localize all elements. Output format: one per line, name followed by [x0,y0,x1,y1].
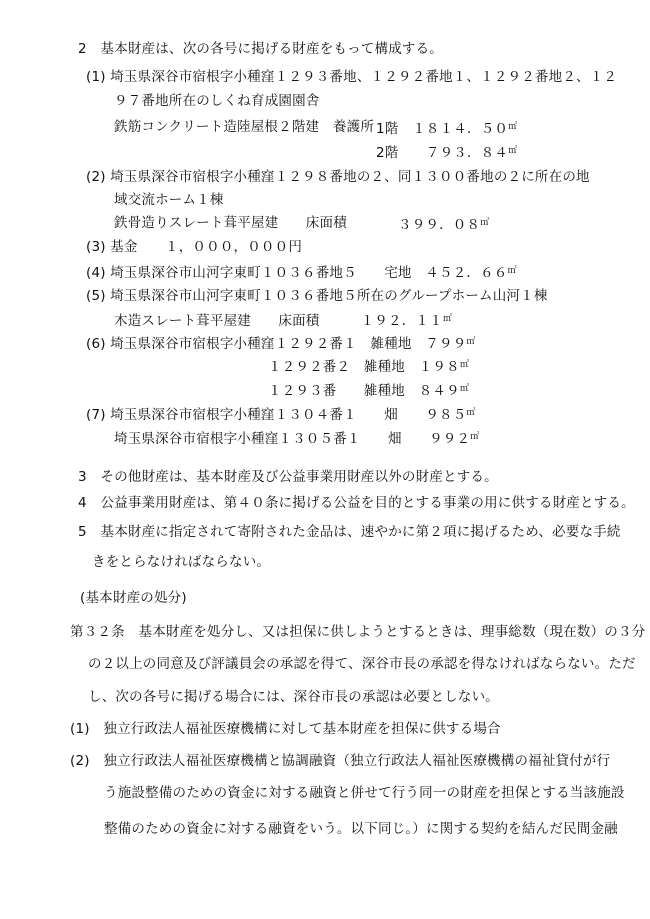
unit-sqm: ㎡ [442,314,453,324]
item-7-text-1: (7) 埼玉県深谷市宿根字小種窪１３０４番１ 畑 ９８５ [86,407,467,423]
unit-sqm: ㎡ [466,408,476,418]
item-2-line-2: 域交流ホーム１棟 [114,192,224,208]
item-1-area-1f [376,118,517,138]
item-1-area-2f [376,142,517,162]
item-4 [86,262,517,282]
area-1f-value: 1階 １８１４．５０ [376,121,509,137]
item-6-text-2: １２９２番２ 雑種地 １９８ [268,359,460,375]
item-2-line-1: (2) 埼玉県深谷市宿根字小種窪１２９８番地の２、同１３００番地の２に所在の地 [86,169,590,185]
item-2-structure: 鉄骨造りスレート葺平屋建 床面積 [114,215,347,231]
item-3: (3) 基金 １，０００，０００円 [86,239,303,255]
para-4: 4 公益事業用財産は、第４０条に掲げる公益を目的とする事業の用に供する財産とする。 [78,495,635,511]
item-1-line-1: (1) 埼玉県深谷市宿根字小種窪１２９３番地、１２９２番地１、１２９２番地２、１２ [86,69,618,85]
article-32-item-1: (1) 独立行政法人福祉医療機構に対して基本財産を担保に供する場合 [70,721,501,737]
section-heading: (基本財産の処分) [80,590,187,606]
item-5-line-2 [114,310,452,330]
unit-sqm: ㎡ [459,384,470,394]
item-2-area-value: ３９９．０８ [398,217,481,233]
item-5-text: 木造スレート葺平屋建 床面積 １９２．１１ [114,313,443,329]
para-5-line-2: きをとらなければならない。 [92,554,271,570]
item-1-line-3 [114,118,374,136]
article-32-line-3: し、次の各号に掲げる場合には、深谷市長の承認は必要としない。 [88,689,499,705]
item-2-area [398,214,489,234]
para-2: 2 基本財産は、次の各号に掲げる財産をもって構成する。 [78,41,443,57]
item-7-line-2 [114,428,479,448]
item-1-line-2: ９７番地所在のしくね育成園園舎 [114,93,320,109]
item-1-structure: 鉄筋コンクリート造陸屋根２階建 養護所 [114,119,375,135]
area-2f-value: 2階 ７９３．８４ [376,145,509,161]
item-7-line-1 [86,404,476,424]
unit-sqm: ㎡ [508,146,518,156]
item-7-text-2: 埼玉県深谷市宿根字小種窪１３０５番１ 畑 ９９２ [114,431,471,447]
unit-sqm: ㎡ [470,432,480,442]
item-4-text: (4) 埼玉県深谷市山河字東町１０３６番地５ 宅地 ４５２．６６ [86,265,508,281]
para-3: 3 その他財産は、基本財産及び公益事業用財産以外の財産とする。 [78,469,498,485]
unit-sqm: ㎡ [480,218,490,228]
item-6-text-3: １２９３番 雑種地 ８４９ [268,383,460,399]
item-5-line-1: (5) 埼玉県深谷市山河字東町１０３６番地５所在のグループホーム山河１棟 [86,288,548,304]
article-32-item-2-line-3: 整備のための資金に対する融資をいう。以下同じ。）に関する契約を結んだ民間金融 [104,821,618,837]
unit-sqm: ㎡ [508,122,518,132]
article-32-line-2: の２以上の同意及び評議員会の承認を得て、深谷市長の承認を得なければならない。ただ [88,656,636,672]
unit-sqm: ㎡ [459,360,470,370]
unit-sqm: ㎡ [507,266,517,276]
unit-sqm: ㎡ [466,337,476,347]
item-6-line-1 [86,333,476,353]
item-6-line-3 [268,380,469,400]
article-32-line-1: 第３２条 基本財産を処分し、又は担保に供しようとするときは、理事総数（現在数）の３分 [70,624,646,640]
para-5-line-1: 5 基本財産に指定されて寄附された金品は、速やかに第２項に掲げるため、必要な手続 [78,524,621,540]
article-32-item-2-line-2: う施設整備のための資金に対する融資と併せて行う同一の財産を担保とする当該施設 [104,785,625,801]
item-6-text-1: (6) 埼玉県深谷市宿根字小種窪１２９２番１ 雑種地 ７９９ [86,336,467,352]
article-32-item-2-line-1: (2) 独立行政法人福祉医療機構と協調融資（独立行政法人福祉医療機構の福祉貸付が行 [70,753,611,769]
item-6-line-2 [268,356,469,376]
